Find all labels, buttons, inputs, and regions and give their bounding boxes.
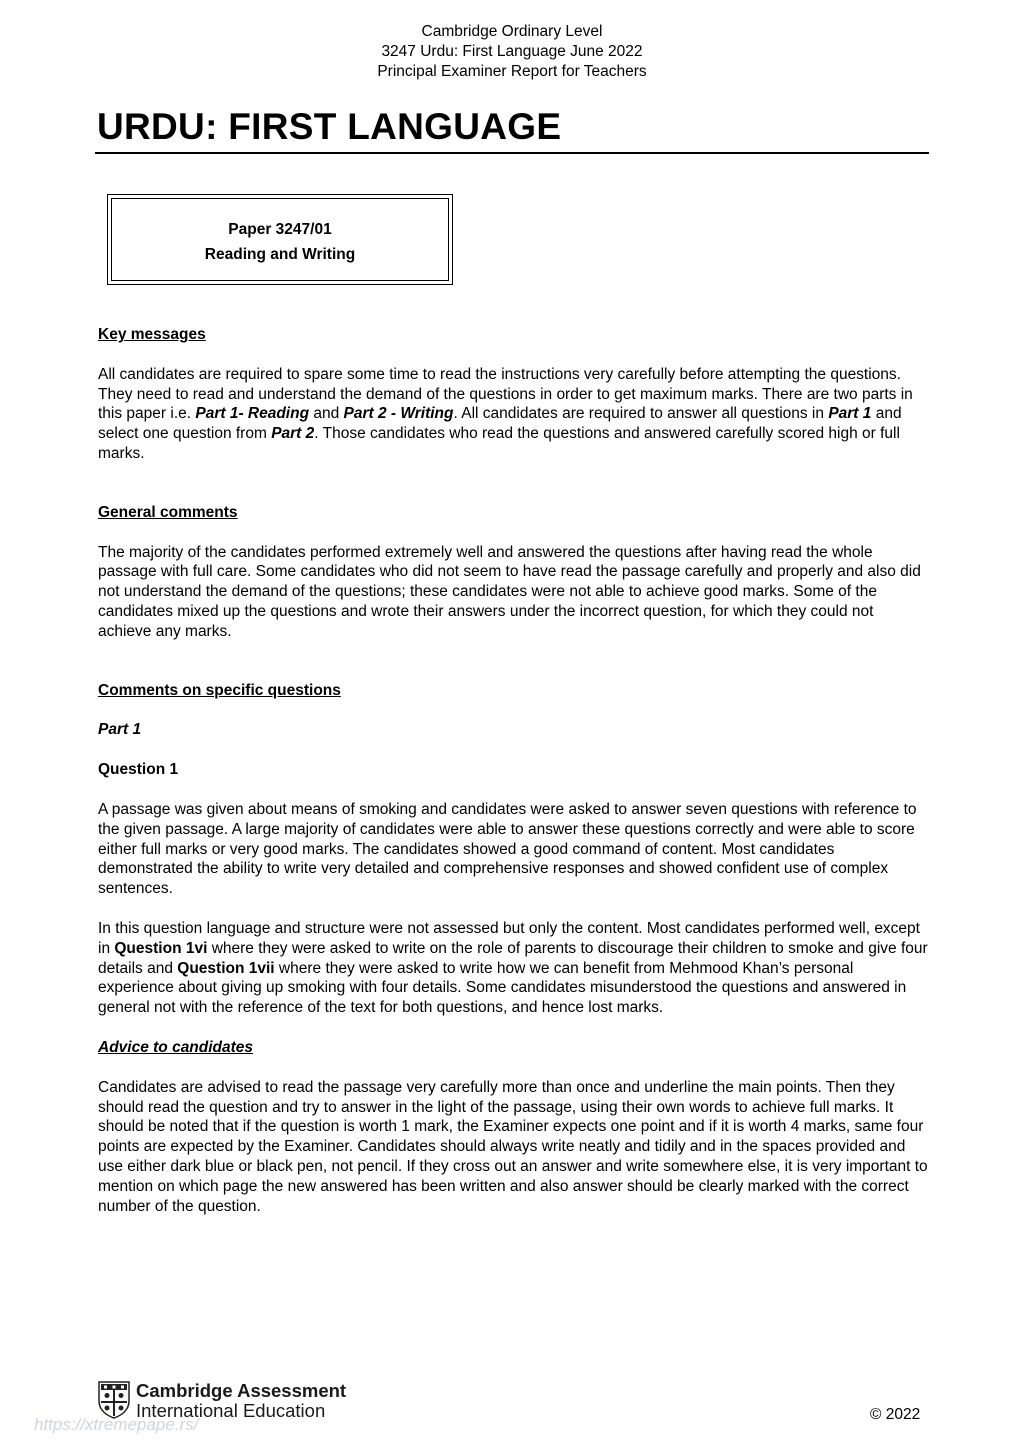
advice-paragraph: Candidates are advised to read the passage very carefully more than once and underline the main points. Then they should read the question and try to answer in the light of the passage, using their own words to achieve full marks. It should be noted that if the question is worth 1 mark, the Examiner expects one point and if it is worth 4 marks, same four points are expected by the Examiner. Candidates should always write neatly and tidily and in the spaces provided and use either dark blue or black pen, not pencil. If they cross out an answer and write somewhere else, it is very important to mention on which page the new answered has been written and also answer should be clearly marked with the correct number of the question. <box>98 1078 928 1215</box>
advice-heading: Advice to candidates <box>98 1038 254 1056</box>
general-comments-paragraph: The majority of the candidates performed extremely well and answered the questions after having read the whole passage with full care. Some candidates who did not seem to have read the passage carefully and properly and also did not understand the demand of the questions; these candidates were not able to achieve good marks. Some of the candidates mixed up the questions and wrote their answers under the incorrect question, for which they could not achieve any marks. <box>98 543 921 640</box>
cambridge-crest-icon <box>98 1381 130 1419</box>
question-1-heading: Question 1 <box>98 761 179 779</box>
logo-line-1: Cambridge Assessment <box>136 1380 347 1401</box>
watermark-url: https://xtremepape.rs/ <box>34 1415 199 1434</box>
cambridge-logo <box>98 1380 347 1421</box>
key-messages-text-3: and select one question from <box>98 405 902 443</box>
para2-text-b: where they were asked to write on the role of parents to discourage their children to smoke and give four details and <box>98 939 928 977</box>
part1-reading-label: Part 1- Reading <box>195 405 310 423</box>
question-1vi-label: Question 1vi <box>114 939 208 957</box>
question-1-paragraph-1: A passage was given about means of smoking and candidates were asked to answer seven questions with reference to the given passage. A large majority of candidates were able to answer these questions correctly and were able to score either full marks or very good marks. The candidates showed a good command of content. Most candidates demonstrated the ability to write very detailed and comprehensive responses and showed confident use of complex sentences. <box>98 800 917 898</box>
header-line-report-type: Principal Examiner Report for Teachers <box>377 63 647 80</box>
key-messages-text-4: . Those candidates who read the questions and answered carefully scored high or full marks. <box>98 425 900 462</box>
header-line-syllabus: 3247 Urdu: First Language June 2022 <box>381 43 643 60</box>
para2-text-a: In this question language and structure were not assessed but only the content. Most candidates performed well, except in <box>98 919 920 957</box>
paper-code: Paper 3247/01 <box>228 221 332 238</box>
key-messages-heading: Key messages <box>98 326 206 343</box>
paper-info-box <box>107 194 453 285</box>
header-line-qualification: Cambridge Ordinary Level <box>421 23 603 40</box>
question-1vii-label: Question 1vii <box>177 959 275 977</box>
title-divider <box>95 152 929 154</box>
key-messages-text-and: and <box>309 405 344 423</box>
report-body <box>98 325 928 1216</box>
general-comments-heading: General comments <box>98 503 238 521</box>
key-messages-text-1: All candidates are required to spare some time to read the instructions very carefully before attempting the questions. They need to read and understand the demand of the questions in order to get maximum marks. There are two parts in this paper i.e. <box>98 365 913 423</box>
part2-label: Part 2 <box>271 425 315 443</box>
part2-writing-label: Part 2 - Writing <box>343 405 454 423</box>
para2-text-c: where they were asked to write how we can benefit from Mehmood Khan’s personal experience about giving up smoking with four details. Some candidates misunderstood the questions and answered in general not with the reference of the text for both questions, and hence lost marks. <box>98 959 907 1017</box>
question-1-paragraph-2 <box>98 919 928 1018</box>
copyright-notice: © 2022 <box>870 1406 921 1423</box>
key-messages-paragraph <box>98 365 928 464</box>
page-title: URDU: FIRST LANGUAGE <box>97 106 562 147</box>
specific-comments-heading: Comments on specific questions <box>98 681 341 699</box>
report-header <box>0 22 1024 82</box>
logo-line-2: International Education <box>136 1400 326 1421</box>
part1-label: Part 1 <box>828 405 872 423</box>
paper-info-box-inner <box>111 198 449 281</box>
key-messages-text-2: . All candidates are required to answer all questions in <box>453 405 829 423</box>
part-1-heading: Part 1 <box>98 721 142 739</box>
paper-name: Reading and Writing <box>204 246 356 263</box>
